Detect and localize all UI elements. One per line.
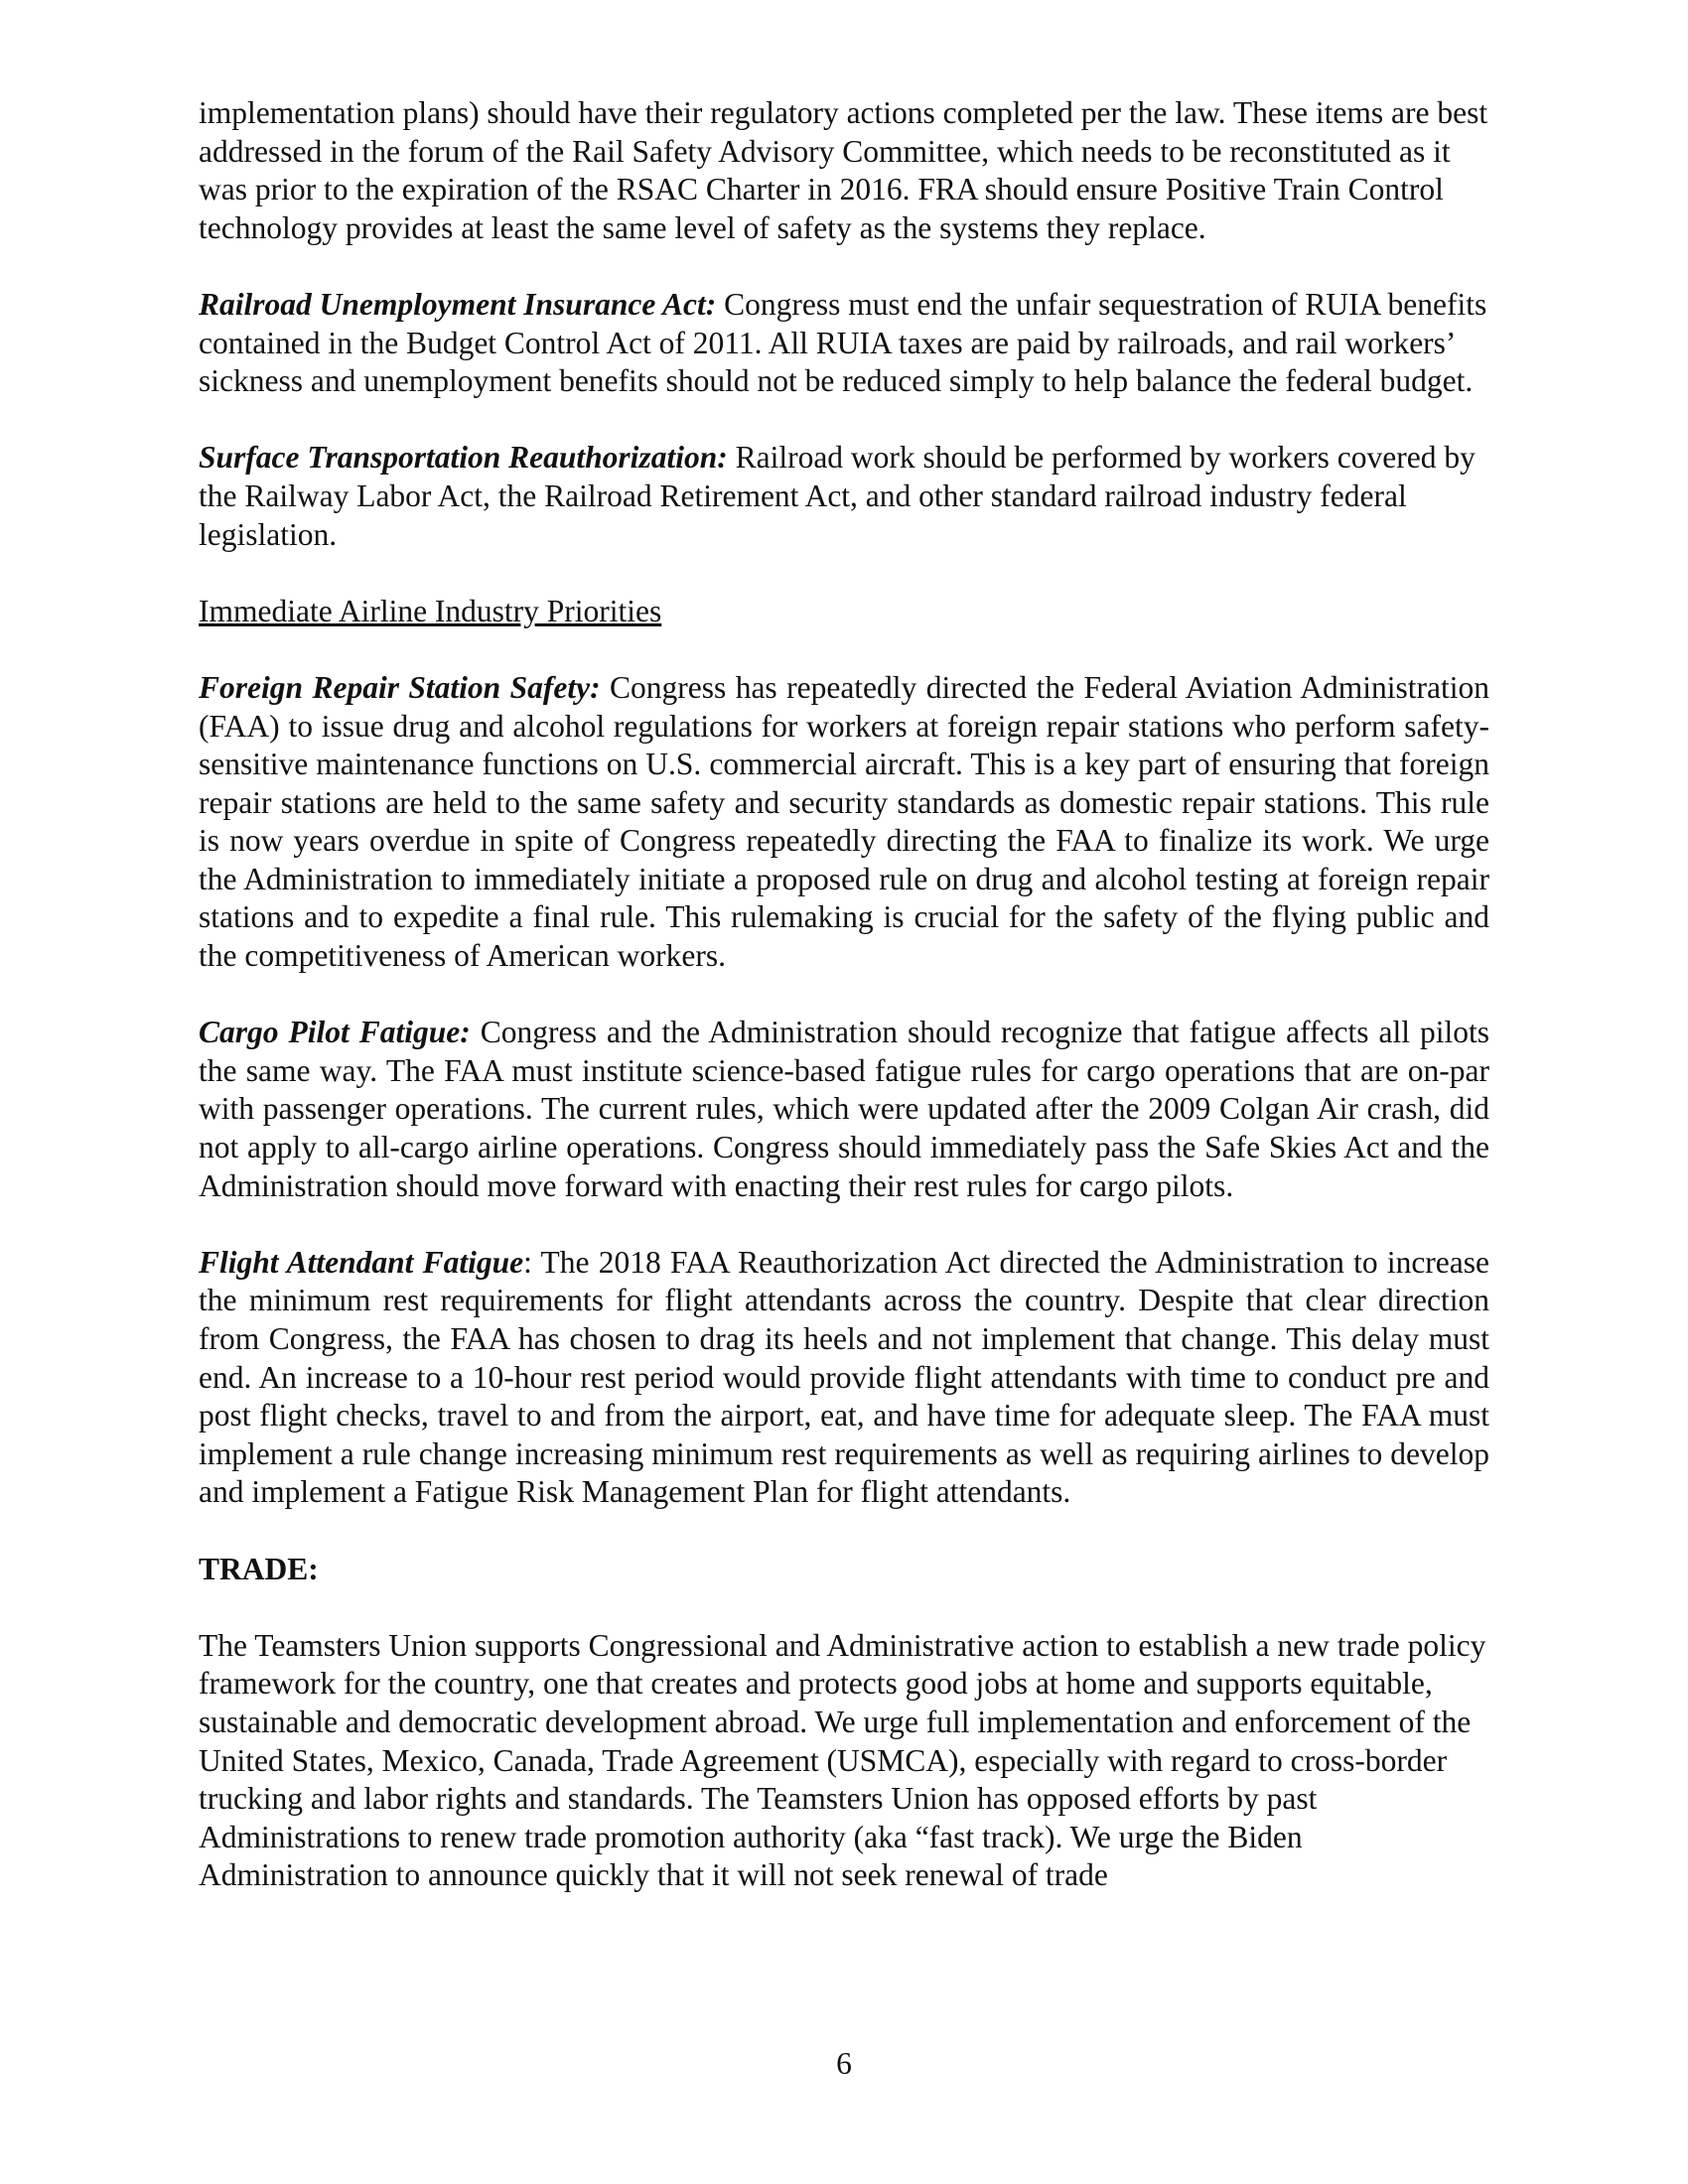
cargo-pilot-text: Congress and the Administration should recognize that fatigue affects all pilots the same way. The FAA must institute science-based fatigue rules for cargo operations that are on-par with passenger operations. The current rules, which were updated after the 2009 Colgan Air crash, did not apply to all-cargo airline operations. Congress should immediately pass the Safe Skies Act and the Administration should move forward with enacting their rest rules for cargo pilots. <box>199 1015 1489 1203</box>
trade-heading: TRADE: <box>199 1551 319 1586</box>
foreign-repair-heading: Foreign Repair Station Safety: <box>199 669 601 705</box>
flight-attendant-text: : The 2018 FAA Reauthorization Act directed the Administration to increase the minimum rest requirements for flight attendants across the country. Despite that clear direction from Congress, the FAA has chosen to drag its heels and not implement that change. This delay must end. An increase to a 10-hour rest period would provide flight attendants with time to conduct pre and post flight checks, travel to and from the airport, eat, and have time for adequate sleep. The FAA must implement a rule change increasing minimum rest requirements as well as requiring airlines to develop and implement a Fatigue Risk Management Plan for flight attendants. <box>199 1244 1489 1510</box>
cargo-pilot-paragraph <box>199 1014 1489 1205</box>
surface-text: Railroad work should be performed by workers covered by the Railway Labor Act, the Railroad Retirement Act, and other standard railroad industry federal legislation. <box>199 440 1476 552</box>
cargo-pilot-heading: Cargo Pilot Fatigue: <box>199 1015 471 1050</box>
surface-paragraph <box>199 439 1489 554</box>
document-page <box>199 94 1489 1934</box>
surface-heading: Surface Transportation Reauthorization: <box>199 440 728 476</box>
airline-section-heading: Immediate Airline Industry Priorities <box>199 593 662 628</box>
foreign-repair-paragraph <box>199 669 1489 976</box>
trade-paragraph: The Teamsters Union supports Congressional and Administrative action to establish a new trade policy framework for the country, one that creates and protects good jobs at home and supports equitable, sustainable and democratic development abroad. We urge full implementation and enforcement of the United States, Mexico, Canada, Trade Agreement (USMCA), especially with regard to cross-border trucking and labor rights and standards. The Teamsters Union has opposed efforts by past Administrations to renew trade promotion authority (aka “fast track). We urge the Biden Administration to announce quickly that it will not seek renewal of trade <box>199 1627 1486 1893</box>
ruia-paragraph <box>199 286 1489 401</box>
intro-paragraph: implementation plans) should have their regulatory actions completed per the law. These items are best addressed in the forum of the Rail Safety Advisory Committee, which needs to be reconstituted as it was prior to the expiration of the RSAC Charter in 2016. FRA should ensure Positive Train Control technology provides at least the same level of safety as the systems they replace. <box>199 95 1488 245</box>
foreign-repair-text: Congress has repeatedly directed the Federal Aviation Administration (FAA) to issue drug and alcohol regulations for workers at foreign repair stations who perform safety-sensitive maintenance functions on U.S. commercial aircraft. This is a key part of ensuring that foreign repair stations are held to the same safety and security standards as domestic repair stations. This rule is now years overdue in spite of Congress repeatedly directing the FAA to finalize its work. We urge the Administration to immediately initiate a proposed rule on drug and alcohol testing at foreign repair stations and to expedite a final rule. This rulemaking is crucial for the safety of the flying public and the competitiveness of American workers. <box>199 669 1489 974</box>
ruia-text: Congress must end the unfair sequestration of RUIA benefits contained in the Budget Control Act of 2011. All RUIA taxes are paid by railroads, and rail workers’ sickness and unemployment benefits should not be reduced simply to help balance the federal budget. <box>199 286 1487 399</box>
ruia-heading: Railroad Unemployment Insurance Act: <box>199 286 717 322</box>
flight-attendant-heading: Flight Attendant Fatigue <box>199 1244 524 1280</box>
page-number: 6 <box>836 2046 852 2081</box>
flight-attendant-paragraph <box>199 1244 1489 1512</box>
